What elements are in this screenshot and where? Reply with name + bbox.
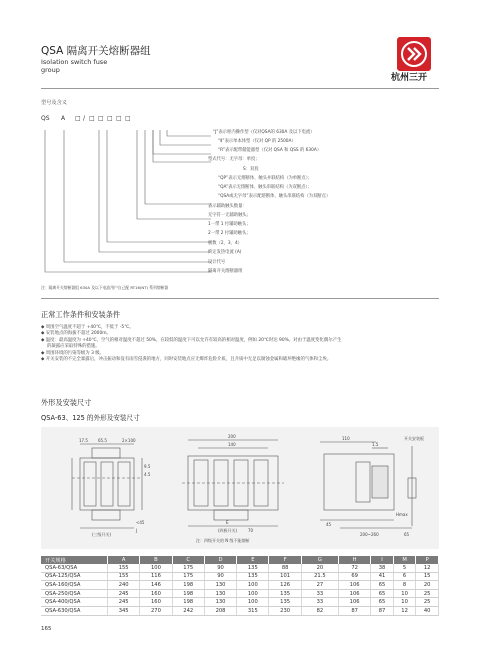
dim-label: 4.5 <box>144 472 151 477</box>
spec-value-cell: 135 <box>269 589 301 598</box>
spec-table <box>41 556 439 616</box>
spec-value-cell: 100 <box>237 581 269 590</box>
four-pole-view-drawing <box>178 432 288 548</box>
spec-value-cell: 135 <box>237 572 269 581</box>
dim-label: 45 <box>326 522 332 527</box>
legend-item: 隔离开关熔断器组 <box>208 269 243 274</box>
header-divider <box>41 88 439 89</box>
spec-value-cell: 15 <box>416 572 439 581</box>
section-divider <box>41 298 439 299</box>
spec-value-cell: 65 <box>371 598 394 607</box>
diamond-bullet-icon: ◆ <box>41 337 46 343</box>
spec-value-cell: 198 <box>172 589 204 598</box>
spec-value-cell: 27 <box>301 581 338 590</box>
code-part: / <box>83 115 86 122</box>
dim-label: 65 <box>404 532 410 537</box>
list-item: ◆ 开关安装的不完全暴露后，冲击振动和没有雨雪侵袭的地方，同时安装地点应无爆炸危险介质，且介质中无足以腐蚀金属和破坏绝缘的气体和尘埃。 <box>41 357 332 363</box>
legend-item: 1一带 1 付辅助触头； <box>208 222 251 227</box>
legend-item: “Ⅱ”表示单本体型（仅对 QP 的 2500A） <box>218 139 296 144</box>
spec-value-cell: 6 <box>393 572 416 581</box>
dim-label: 2×100 <box>122 438 136 443</box>
code-part: □ <box>89 115 95 122</box>
col-header: B <box>140 556 172 564</box>
list-item: ◆ 安装地点的海拔不超过 2000m。 <box>41 331 111 337</box>
legend-item: 设计代号 <box>208 260 226 265</box>
spec-value-cell: 33 <box>301 598 338 607</box>
spec-value-cell: 155 <box>108 572 140 581</box>
list-item: ◆ 周围环境的污染等级为 3 级。 <box>41 350 105 356</box>
spec-table-wrapper <box>41 556 439 616</box>
spec-value-cell: 20 <box>301 564 338 572</box>
spec-value-cell: 198 <box>172 598 204 607</box>
spec-value-cell: 130 <box>204 581 236 590</box>
spec-value-cell: 72 <box>338 564 370 572</box>
table-header-row <box>41 556 439 564</box>
col-header: G <box>301 556 338 564</box>
diamond-bullet-icon: ◆ <box>41 325 46 330</box>
spec-value-cell: 126 <box>269 581 301 590</box>
legend-item: 无字符一无辅助触头； <box>208 213 251 218</box>
spec-value-cell: 315 <box>237 606 269 615</box>
spec-value-cell: 10 <box>393 598 416 607</box>
model-section-label: 型号及含义 <box>41 100 67 106</box>
dim-label: 70 <box>248 528 254 533</box>
table-row <box>41 589 439 598</box>
dim-label: J <box>136 528 138 533</box>
dim-label: E <box>226 520 229 525</box>
dim-label: 65.5 <box>98 438 107 443</box>
diamond-bullet-icon: ◆ <box>41 350 46 356</box>
spec-value-cell: 135 <box>237 564 269 572</box>
spec-value-cell: 242 <box>172 606 204 615</box>
table-row <box>41 581 439 590</box>
spec-value-cell: 146 <box>140 581 172 590</box>
legend-item: 极数（2、3、4） <box>208 241 242 246</box>
spec-value-cell: 38 <box>371 564 394 572</box>
spec-value-cell: 208 <box>204 606 236 615</box>
spec-value-cell: 88 <box>269 564 301 572</box>
spec-model-cell: QSA-250/QSA <box>41 589 108 598</box>
spec-value-cell: 12 <box>416 564 439 572</box>
spec-value-cell: 160 <box>140 589 172 598</box>
spec-model-cell: QSA-63/QSA <box>41 564 108 572</box>
code-part: QS <box>41 115 50 122</box>
code-part: □ <box>125 115 131 122</box>
table-row <box>41 606 439 615</box>
spec-value-cell: 12 <box>393 606 416 615</box>
conditions-title: 正常工作条件和安装条件 <box>41 310 121 319</box>
spec-value-cell: 8 <box>393 581 416 590</box>
side-view-drawing <box>316 432 436 544</box>
brand-name: 杭州三开 <box>391 73 428 83</box>
legend-item: “QA”表示无熔断体、触头串联结构（为双断点）； <box>218 185 312 190</box>
dim-label: 9.5 <box>144 464 151 469</box>
page-title: QSA 隔离开关熔断器组 <box>41 45 151 57</box>
spec-value-cell: 175 <box>172 572 204 581</box>
spec-value-cell: 65 <box>371 581 394 590</box>
spec-value-cell: 345 <box>108 606 140 615</box>
spec-value-cell: 87 <box>338 606 370 615</box>
col-header: A <box>108 556 140 564</box>
spec-value-cell: 40 <box>416 606 439 615</box>
spec-value-cell: 82 <box>301 606 338 615</box>
legend-item: “J”表示柜内操作型（仅对QSA的 630A 及以下电流） <box>213 130 315 135</box>
code-part: □ <box>98 115 104 122</box>
spec-value-cell: 21.5 <box>301 572 338 581</box>
spec-value-cell: 106 <box>338 589 370 598</box>
col-header: 开关规格 <box>41 556 108 564</box>
col-header: D <box>204 556 236 564</box>
col-header: F <box>269 556 301 564</box>
dim-label: <45 <box>136 520 145 525</box>
diamond-bullet-icon: ◆ <box>41 331 46 337</box>
code-part: □ <box>75 115 81 122</box>
spec-value-cell: 245 <box>108 598 140 607</box>
subtitle-line-1: Isolation switch fuse <box>41 58 108 66</box>
legend-item: S：双投 <box>243 167 259 172</box>
subtitle-line-2: group <box>41 66 60 74</box>
list-item: ◆ 温度：最高温度为 +40℃，空气的相对温度不超过 50%，在较低的温度下可以允许有较高的相对温度，例如 20℃时达 90%。对由于温度变化偶尔产生 <box>41 337 342 343</box>
page-subtitle-en <box>41 58 107 74</box>
col-header: P <box>416 556 439 564</box>
legend-item: 2一带 2 付辅助触头； <box>208 231 251 236</box>
spec-value-cell: 160 <box>140 598 172 607</box>
dimensions-title: 外形及安装尺寸 <box>41 398 92 407</box>
front-view-drawing <box>62 438 162 538</box>
model-note: 注：隔离开关熔断器组 630A 及以下电流用户自己配 RT16(NT) 系列熔断器 <box>41 285 169 290</box>
col-header: C <box>172 556 204 564</box>
spec-model-cell: QSA-630/QSA <box>41 606 108 615</box>
legend-item: 型式代号：无字母：单投； <box>208 157 260 162</box>
spec-value-cell: 65 <box>371 589 394 598</box>
spec-model-cell: QSA-160/QSA <box>41 581 108 590</box>
spec-value-cell: 41 <box>371 572 394 581</box>
spec-value-cell: 25 <box>416 598 439 607</box>
spec-value-cell: 270 <box>140 606 172 615</box>
dim-label: 110 <box>342 436 350 441</box>
page-number: 165 <box>41 626 52 632</box>
col-header: M <box>393 556 416 564</box>
spec-value-cell: 198 <box>172 581 204 590</box>
table-row <box>41 564 439 572</box>
dim-label: 注：四级开关的 N 级不能熔断 <box>196 538 250 543</box>
spec-value-cell: 100 <box>237 598 269 607</box>
dim-label: 200~260 <box>360 532 379 537</box>
col-header: I <box>371 556 394 564</box>
code-part: A <box>61 115 66 122</box>
conditions-list <box>41 325 441 363</box>
spec-value-cell: 87 <box>371 606 394 615</box>
spec-value-cell: 90 <box>204 564 236 572</box>
legend-item: 约定发热电流 (A) <box>208 250 242 255</box>
spec-value-cell: 135 <box>269 598 301 607</box>
model-code-leaders <box>41 124 211 280</box>
spec-value-cell: 230 <box>269 606 301 615</box>
dim-label: Hmax <box>396 512 408 517</box>
col-header: H <box>338 556 370 564</box>
legend-item: “QP”表示无熔断体、触头并联结构（为单断点）； <box>218 176 313 181</box>
spec-value-cell: 20 <box>416 581 439 590</box>
spec-value-cell: 240 <box>108 581 140 590</box>
spec-value-cell: 106 <box>338 598 370 607</box>
spec-value-cell: 245 <box>108 589 140 598</box>
spec-value-cell: 175 <box>172 564 204 572</box>
spec-value-cell: 100 <box>237 589 269 598</box>
spec-value-cell: 130 <box>204 598 236 607</box>
list-item: ◆ 周围空气温度不超于 +40℃，不低于 -5℃。 <box>41 325 134 330</box>
spec-value-cell: 69 <box>338 572 370 581</box>
code-part: □ <box>107 115 113 122</box>
dim-label: (三级开关) <box>92 532 112 537</box>
dimensions-subtitle: QSA-63、125 的外形及安装尺寸 <box>41 414 140 422</box>
spec-model-cell: QSA-400/QSA <box>41 598 108 607</box>
dim-label: 17.5 <box>79 438 88 443</box>
spec-value-cell: 116 <box>140 572 172 581</box>
spec-value-cell: 5 <box>393 564 416 572</box>
diamond-bullet-icon: ◆ <box>41 357 46 363</box>
spec-value-cell: 33 <box>301 589 338 598</box>
table-row <box>41 572 439 581</box>
dim-label: 1.5 <box>372 442 379 447</box>
spec-value-cell: 25 <box>416 589 439 598</box>
dim-label: (四极开关) <box>218 528 238 533</box>
spec-value-cell: 130 <box>204 589 236 598</box>
spec-value-cell: 90 <box>204 572 236 581</box>
legend-item: 表示辅助触头数量： <box>208 204 247 209</box>
legend-item: “R”表示配带储能器型（仅对 QSA 和 QSS 的 630A） <box>218 148 322 153</box>
list-item: 的凝露应采取特殊的措施。 <box>47 344 100 350</box>
table-row <box>41 598 439 607</box>
code-part: □ <box>116 115 122 122</box>
spec-value-cell: 106 <box>338 581 370 590</box>
dim-label: 140 <box>228 442 236 447</box>
spec-value-cell: 155 <box>108 564 140 572</box>
dim-label: 200 <box>228 434 236 439</box>
spec-model-cell: QSA-125/QSA <box>41 572 108 581</box>
spec-value-cell: 100 <box>140 564 172 572</box>
col-header: E <box>237 556 269 564</box>
spec-value-cell: 10 <box>393 589 416 598</box>
legend-item: “QSA或无字母”表示配熔断体、触头串联结构（为双断点） <box>218 194 331 199</box>
brand-logo-icon <box>396 36 432 72</box>
spec-value-cell: 101 <box>269 572 301 581</box>
dim-label: 开关安装板 <box>404 436 424 441</box>
